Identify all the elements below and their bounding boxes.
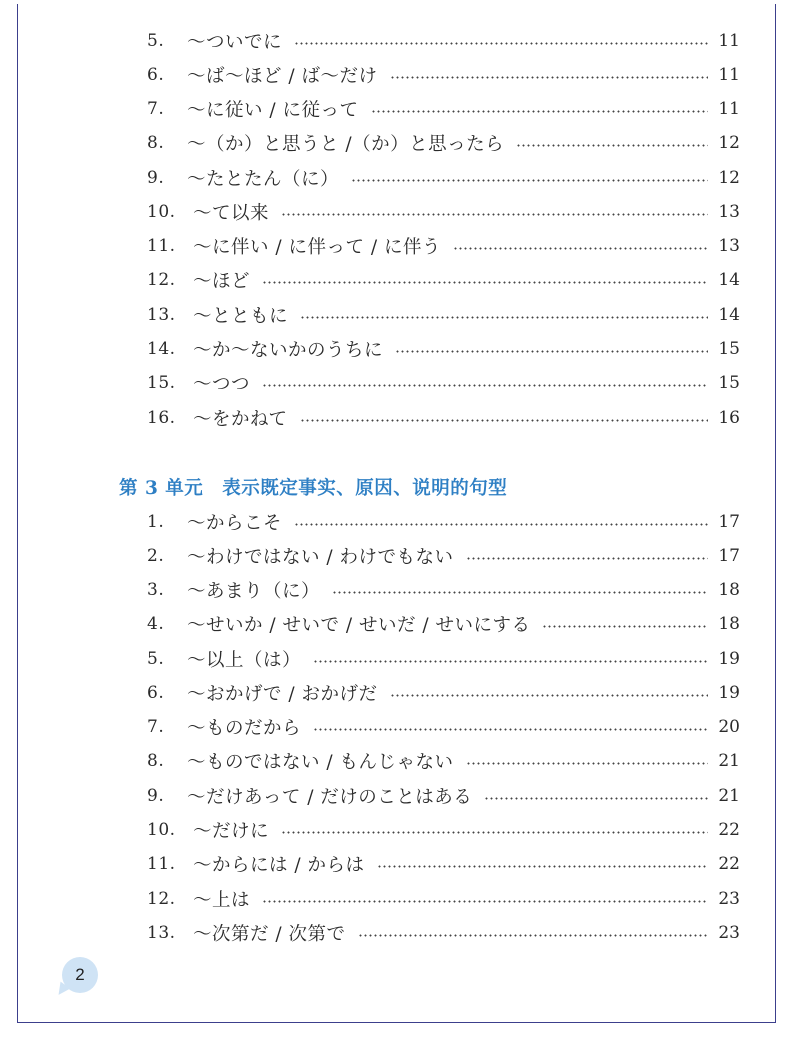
dot-leader	[516, 144, 708, 147]
entry-page: 12	[718, 133, 740, 153]
entry-number: 10.	[147, 202, 176, 222]
dot-leader	[390, 694, 709, 697]
entry-number: 5.	[147, 649, 165, 669]
entry-number: 13.	[147, 305, 176, 325]
entry-number: 11.	[147, 854, 176, 874]
entry-page: 12	[718, 168, 740, 188]
entry-page: 18	[718, 580, 740, 600]
entry-title: 〜わけではない / わけでもない	[187, 547, 454, 568]
entry-number: 9.	[147, 786, 165, 806]
dot-leader	[371, 110, 709, 113]
toc-entry[interactable]	[147, 746, 740, 776]
entry-page: 21	[718, 786, 740, 806]
entry-title: 〜とともに	[193, 306, 289, 327]
toc-entry[interactable]	[147, 849, 740, 879]
entry-number: 8.	[147, 133, 165, 153]
entry-number: 7.	[147, 99, 165, 119]
toc-entry[interactable]	[147, 403, 740, 433]
entry-number: 12.	[147, 889, 176, 909]
entry-number: 16.	[147, 408, 176, 428]
dot-leader	[300, 419, 708, 422]
dot-leader	[281, 831, 708, 834]
entry-title: 〜つつ	[193, 374, 251, 395]
section-heading[interactable]: 第 3 单元 表示既定事实、原因、说明的句型	[119, 478, 508, 499]
entry-number: 13.	[147, 923, 176, 943]
toc-entry[interactable]	[147, 575, 740, 605]
entry-number: 2.	[147, 546, 165, 566]
toc-entry[interactable]	[147, 265, 740, 295]
entry-title: 〜ものではない / もんじゃない	[187, 752, 454, 773]
dot-leader	[262, 281, 708, 284]
entry-title: 〜て以来	[193, 203, 270, 224]
entry-number: 8.	[147, 751, 165, 771]
entry-page: 21	[718, 751, 740, 771]
entry-number: 15.	[147, 373, 176, 393]
entry-title: 〜だけあって / だけのことはある	[187, 787, 473, 808]
entry-number: 11.	[147, 236, 176, 256]
toc-entry[interactable]	[147, 26, 740, 56]
entry-number: 9.	[147, 168, 165, 188]
dot-leader	[542, 625, 708, 628]
dot-leader	[484, 797, 708, 800]
toc-entry[interactable]	[147, 644, 740, 674]
dot-leader	[395, 350, 708, 353]
entry-number: 4.	[147, 614, 165, 634]
toc-entry[interactable]	[147, 60, 740, 90]
toc-entry[interactable]	[147, 815, 740, 845]
entry-page: 13	[718, 236, 740, 256]
entry-page: 11	[718, 99, 740, 119]
entry-page: 22	[718, 854, 740, 874]
dot-leader	[377, 865, 709, 868]
entry-page: 16	[718, 408, 740, 428]
entry-title: 〜次第だ / 次第で	[193, 924, 346, 945]
entry-title: 〜からこそ	[187, 513, 283, 534]
entry-page: 19	[718, 683, 740, 703]
toc-entry[interactable]	[147, 368, 740, 398]
page-number-badge: 2	[62, 957, 98, 993]
dot-leader	[390, 76, 709, 79]
entry-title: 〜あまり（に）	[187, 581, 321, 602]
toc-entry[interactable]	[147, 231, 740, 261]
entry-page: 17	[718, 546, 740, 566]
dot-leader	[351, 179, 708, 182]
entry-title: 〜せいか / せいで / せいだ / せいにする	[187, 615, 531, 636]
dot-leader	[358, 934, 709, 937]
entry-page: 20	[718, 717, 740, 737]
entry-title: 〜に従い / に従って	[187, 100, 359, 121]
entry-title: 〜たとたん（に）	[187, 169, 340, 190]
dot-leader	[281, 213, 708, 216]
entry-number: 12.	[147, 270, 176, 290]
entry-number: 14.	[147, 339, 176, 359]
entry-page: 17	[718, 512, 740, 532]
toc-entry[interactable]	[147, 884, 740, 914]
entry-title: 〜（か）と思うと /（か）と思ったら	[187, 134, 505, 155]
entry-title: 〜をかねて	[193, 409, 288, 430]
toc-entry[interactable]	[147, 609, 740, 639]
entry-page: 19	[718, 649, 740, 669]
toc-entry[interactable]	[147, 678, 740, 708]
entry-title: 〜ものだから	[187, 718, 302, 739]
entry-title: 〜からには / からは	[193, 855, 365, 876]
toc-entry[interactable]	[147, 918, 740, 948]
dot-leader	[466, 762, 709, 765]
toc-entry[interactable]	[147, 163, 740, 193]
dot-leader	[294, 523, 708, 526]
entry-number: 1.	[147, 512, 165, 532]
toc-entry[interactable]	[147, 781, 740, 811]
toc-entry[interactable]	[147, 94, 740, 124]
toc-entry[interactable]	[147, 128, 740, 158]
toc-entry[interactable]	[147, 507, 740, 537]
entry-page: 11	[718, 65, 740, 85]
entry-page: 15	[718, 373, 740, 393]
entry-title: 〜おかげで / おかげだ	[187, 684, 378, 705]
entry-page: 23	[718, 923, 740, 943]
dot-leader	[294, 42, 708, 45]
entry-title: 〜だけに	[193, 821, 270, 842]
dot-leader	[332, 591, 708, 594]
entry-page: 23	[718, 889, 740, 909]
dot-leader	[262, 900, 708, 903]
dot-leader	[466, 557, 709, 560]
toc-entry[interactable]	[147, 712, 740, 742]
entry-page: 15	[718, 339, 740, 359]
entry-number: 10.	[147, 820, 176, 840]
entry-number: 3.	[147, 580, 165, 600]
dot-leader	[262, 384, 708, 387]
entry-page: 14	[718, 270, 740, 290]
entry-page: 18	[718, 614, 740, 634]
entry-page: 11	[718, 31, 740, 51]
entry-title: 〜か〜ないかのうちに	[193, 340, 384, 361]
entry-title: 〜以上（は）	[187, 650, 302, 671]
entry-title: 〜上は	[193, 890, 251, 911]
entry-number: 6.	[147, 683, 165, 703]
entry-number: 7.	[147, 717, 165, 737]
entry-title: 〜ついでに	[187, 32, 283, 53]
dot-leader	[453, 247, 708, 250]
toc-entry[interactable]	[147, 541, 740, 571]
toc-entry[interactable]	[147, 300, 740, 330]
entry-title: 〜ほど	[193, 271, 251, 292]
toc-entry[interactable]	[147, 334, 740, 364]
entry-title: 〜に伴い / に伴って / に伴う	[193, 237, 441, 258]
entry-number: 5.	[147, 31, 165, 51]
entry-page: 13	[718, 202, 740, 222]
toc-entry[interactable]	[147, 197, 740, 227]
dot-leader	[313, 660, 708, 663]
dot-leader	[300, 316, 708, 319]
entry-number: 6.	[147, 65, 165, 85]
dot-leader	[313, 728, 708, 731]
entry-title: 〜ば〜ほど / ば〜だけ	[187, 66, 378, 87]
entry-page: 14	[718, 305, 740, 325]
entry-page: 22	[718, 820, 740, 840]
